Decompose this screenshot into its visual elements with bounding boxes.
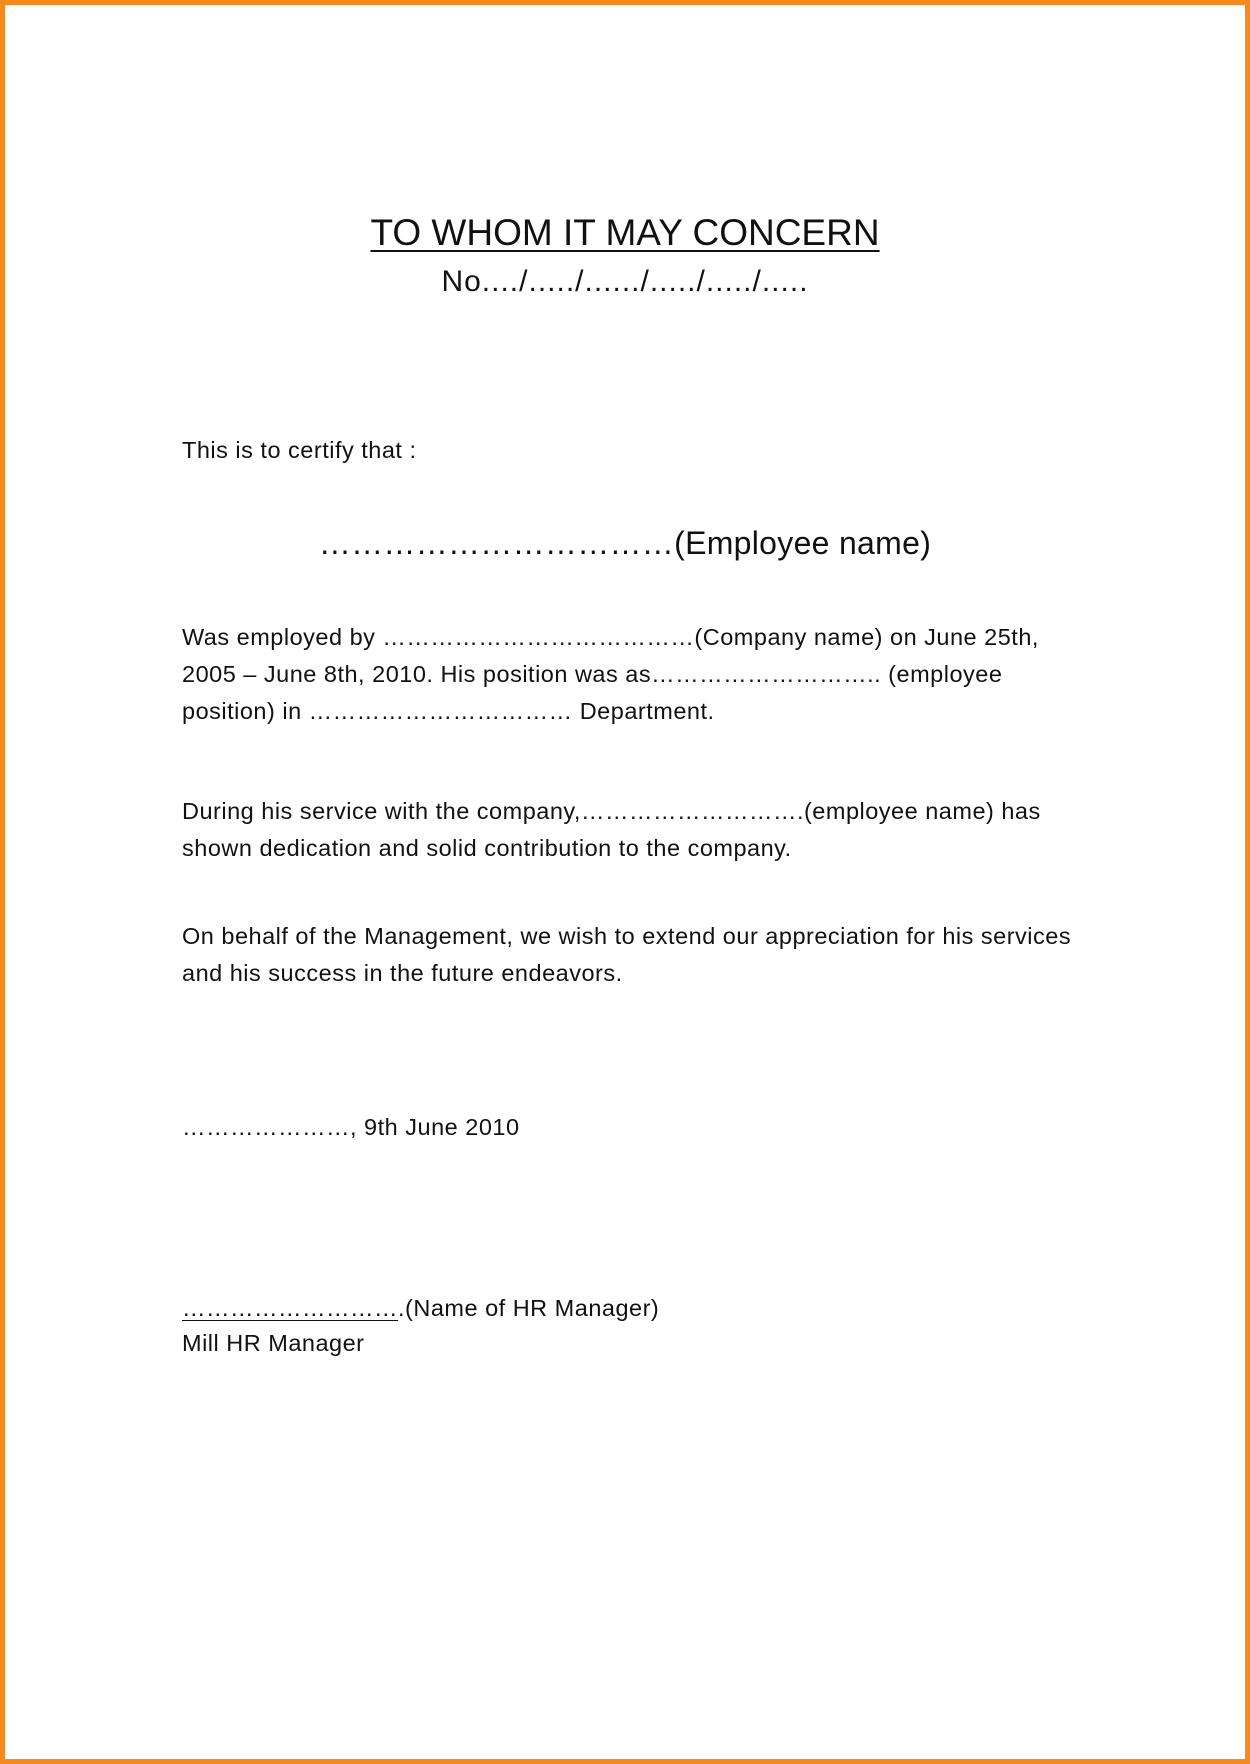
service-paragraph: During his service with the company,……………………….(employee name) has shown dedication and solid contribution to the company. xyxy=(182,798,1041,861)
signature-line xyxy=(182,1291,1082,1325)
title-text: TO WHOM IT MAY CONCERN xyxy=(370,212,880,253)
signature-blank: ……………………… xyxy=(182,1295,398,1321)
date-line: …………………, 9th June 2010 xyxy=(182,1114,520,1140)
certify-intro: This is to certify that : xyxy=(182,437,417,463)
employee-name-line: ……………………………(Employee name) xyxy=(318,525,932,561)
employment-paragraph: Was employed by …………………………………(Company name) on June 25th, 2005 – June 8th, 2010. His position was as……………………….. (employee position) in …………………………… Department. xyxy=(182,624,1039,724)
reference-number: No..../...../....../...../...../..... xyxy=(441,265,809,298)
signature-label: .(Name of HR Manager) xyxy=(398,1295,660,1321)
document-title xyxy=(0,210,1250,256)
appreciation-paragraph: On behalf of the Management, we wish to extend our appreciation for his services and his success in the future endeavors. xyxy=(182,923,1072,986)
hr-manager-title: Mill HR Manager xyxy=(182,1330,365,1356)
